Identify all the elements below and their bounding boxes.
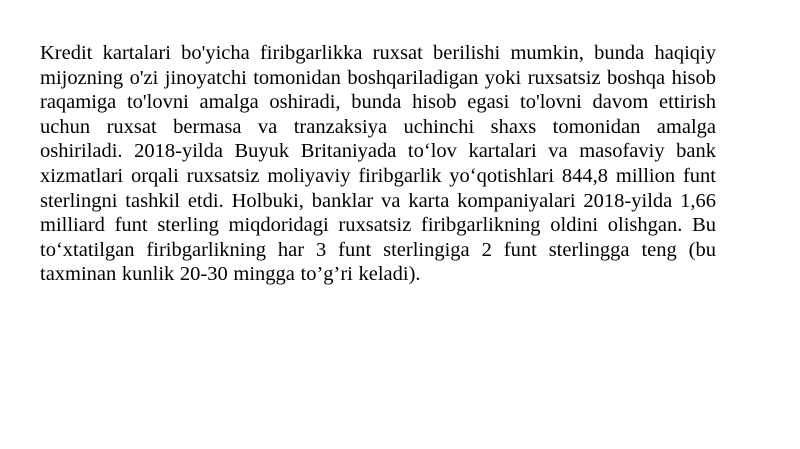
body-paragraph: Kredit kartalari bo'yicha firibgarlikka ruxsat berilishi mumkin, bunda haqiqiy mijozning o'zi jinoyatchi tomonidan boshqariladigan yoki ruxsatsiz boshqa hisob raqamiga to'lovni amalga oshiradi, bunda hisob egasi to'lovni davom ettirish uchun ruxsat bermasa va tranzaksiya uchinchi shaxs tomonidan amalga oshiriladi. 2018-yilda Buyuk Britaniyada to‘lov kartalari va masofaviy bank xizmatlari orqali ruxsatsiz moliyaviy firibgarlik yo‘qotishlari 844,8 million funt sterlingni tashkil etdi. Holbuki, banklar va karta kompaniyalari 2018-yilda 1,66 milliard funt sterling miqdoridagi ruxsatsiz firibgarlikning oldini olishgan. Bu to‘xtatilgan firibgarlikning har 3 funt sterlingiga 2 funt sterlingga teng (bu taxminan kunlik 20-30 mingga to’g’ri keladi). bbox=[40, 42, 716, 286]
